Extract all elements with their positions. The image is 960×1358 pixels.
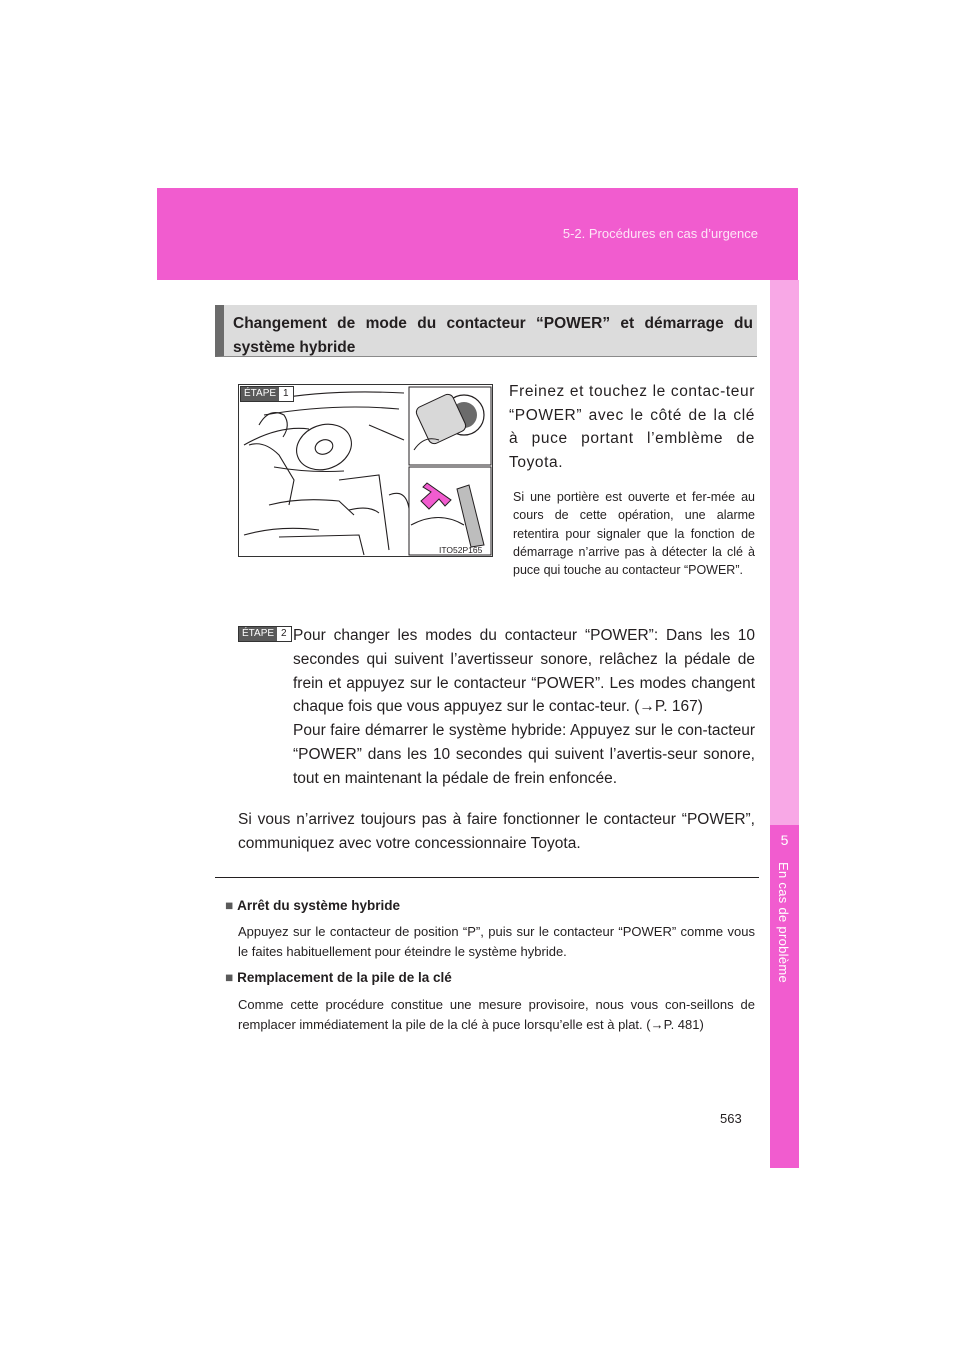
step1-text: Freinez et touchez le contac-teur “POWER” avec le côté de la clé à puce portant l’emblème de Toyota.	[509, 383, 755, 471]
step2-paragraph-1: Pour changer les modes du contacteur “POWER”: Dans les 10 secondes qui suivent l’avertisseur sonore, relâchez la pédale de frein et appuyez sur le contacteur “POWER”. Les modes changent chaque fois que vous appuyez sur le contac-teur. (→P. 167)	[293, 627, 755, 716]
car-interior-illustration	[239, 385, 493, 557]
section-body-1: Appuyez sur le contacteur de position “P”, puis sur le contacteur “POWER” comme vous le faites habituellement pour éteindre le système hybride.	[238, 924, 755, 959]
page-title: Changement de mode du contacteur “POWER” et démarrage du système hybride	[233, 315, 753, 356]
divider	[215, 877, 759, 878]
chapter-label: En cas de problème	[776, 862, 791, 984]
image-code: ITO52P165	[439, 545, 483, 555]
step1-illustration	[238, 384, 493, 557]
chapter-number: 5	[780, 832, 789, 848]
step-badge-1: ÉTAPE 1	[240, 386, 294, 402]
bullet-square-icon: ■	[225, 970, 234, 985]
after-steps-text: Si vous n’arrivez toujours pas à faire fonctionner le contacteur “POWER”, communiquez avec votre concessionnaire Toyota.	[238, 811, 755, 852]
section-body-2: Comme cette procédure constitue une mesure provisoire, nous vous con-seillons de remplacer immédiatement la pile de la clé à puce lorsqu’elle est à plat. (→P. 481)	[238, 997, 755, 1032]
step2-paragraph-2: Pour faire démarrer le système hybride: Appuyez sur le con-tacteur “POWER” dans les 10 secondes qui suivent l’avertis-seur sonore, tout en maintenant la pédale de frein enfoncée.	[293, 722, 755, 787]
page-number: 563	[720, 1111, 742, 1126]
step1-note: Si une portière est ouverte et fer-mée au cours de cette opération, une alarme retentira pour signaler que la fonction de démarrage n’arrive pas à détecter la clé à puce qui touche au contacteur “POWER”.	[513, 490, 755, 578]
section-heading-2: ■ Remplacement de la pile de la clé	[225, 970, 452, 985]
section-header: 5-2. Procédures en cas d’urgence	[562, 226, 758, 241]
bullet-square-icon: ■	[225, 898, 234, 913]
step-badge-2: ÉTAPE 2	[238, 626, 292, 642]
section-heading-1: ■ Arrêt du système hybride	[225, 898, 400, 913]
step2-text	[293, 624, 755, 791]
